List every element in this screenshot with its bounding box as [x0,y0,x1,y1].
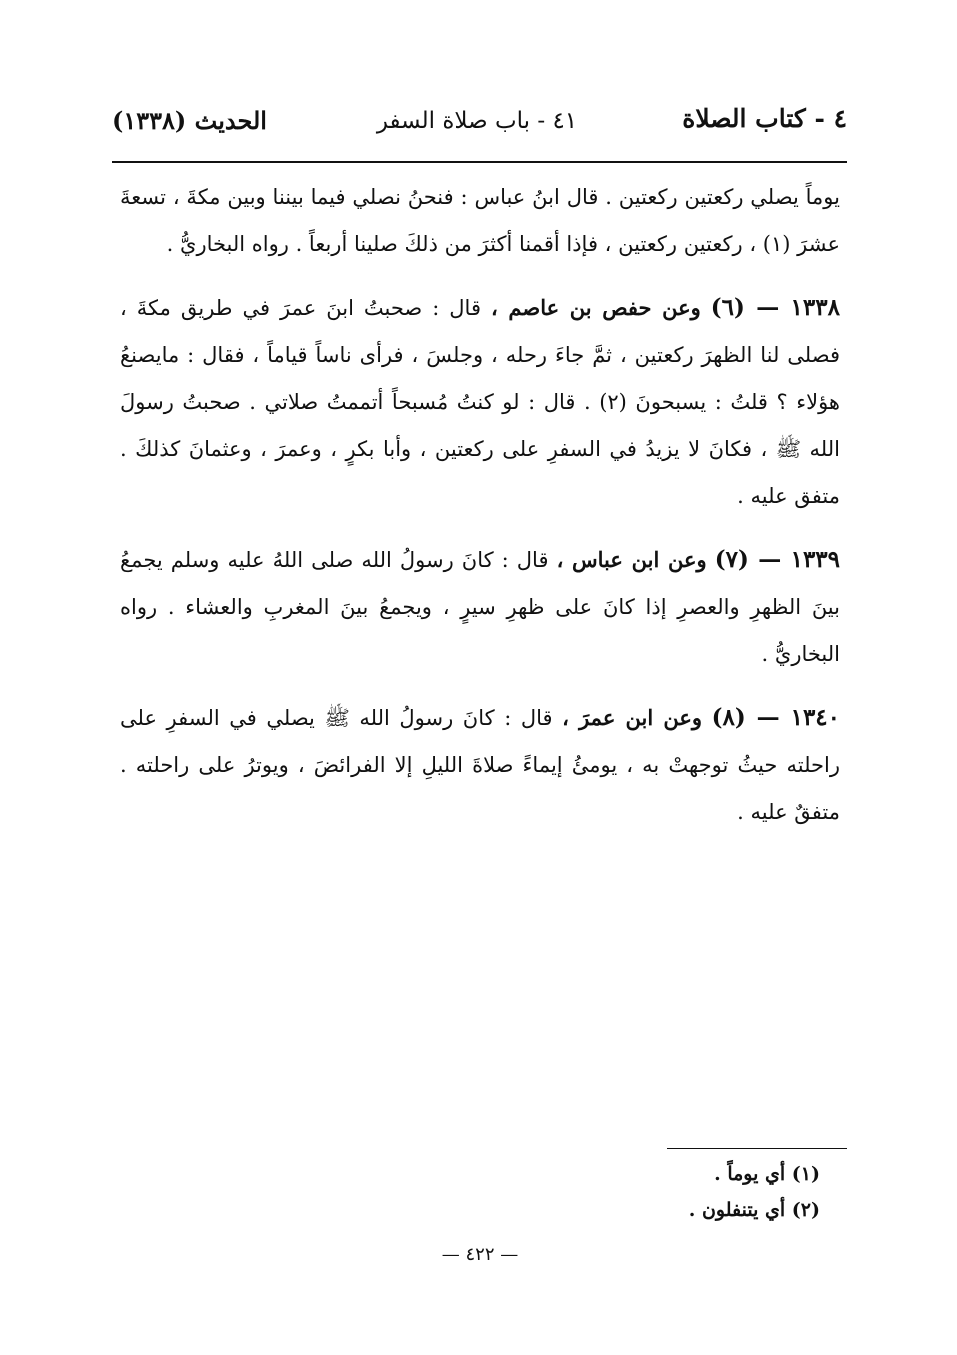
footnote-1: (١) أي يوماً . [714,1163,820,1185]
hadith-narrator: وعن ابن عمرَ ، [562,705,703,730]
footnote-divider [667,1148,847,1149]
paragraph-text: قال : صحبتُ ابنَ عمرَ في طريق مكةَ ، فصلى لنا الظهرَ ركعتين ، ثمَّ جاءَ رحله ، وجلسَ ، فرأى ناساً قياماً ، فقال : مايصنعُ هؤلاء ؟ قلتُ : يسبحونَ (٢) . قال : لو كنتُ مُسبحاً أتممتُ صلاتي . صحبتُ رسولَ الله ﷺ ، فكانَ لا يزيدُ في السفرِ على ركعتين ، وأبا بكرٍ ، وعمرَ ، وعثمانَ كذلكَ . متفق عليه . [120,296,840,508]
paragraph-continuation [120,174,840,268]
hadith-number: ١٣٣٩ — (٧) [714,546,841,573]
hadith-paragraph [120,694,840,836]
header-divider [112,161,847,163]
hadith-number: ١٣٣٨ — (٦) [710,294,840,321]
hadith-narrator: وعن حفص بن عاصم ، [490,295,701,320]
page-number: — ٤٢٢ — [441,1244,519,1265]
hadith-number: ١٣٤٠ — (٨) [711,704,841,731]
paragraph-text: يوماً يصلي ركعتين ركعتين . قال ابنُ عباس : فنحنُ نصلي فيما بيننا وبين مكةَ ، تسعةَ عشرَ (١) ، ركعتين ركعتين ، فإذا أقمنا أكثرَ من ذلكَ صلينا أربعاً . رواه البخاريُّ . [120,185,840,256]
running-header [112,104,847,148]
chapter-title: ٤١ - باب صلاة السفر [376,108,578,134]
footnote-2: (٢) أي يتنفلون . [688,1199,820,1221]
hadith-range: الحديث (١٣٣٨) [112,106,267,135]
hadith-paragraph [120,536,840,678]
paragraph-text: قال : كانَ رسولُ الله ﷺ يصلي في السفرِ على راحلته حيثُ توجهتْ به ، يومئُ إيماءً صلاةَ الليلِ إلا الفرائضَ ، ويوترُ على راحلته . متفقٌ عليه . [120,706,840,824]
hadith-paragraph [120,284,840,520]
paragraph-text: قال : كانَ رسولُ الله صلى اللهُ عليه وسلم يجمعُ بينَ الظهرِ والعصرِ إذا كانَ على ظهرِ سيرٍ ، ويجمعُ بينَ المغربِ والعشاء . رواه البخاريُّ . [120,548,840,666]
main-text [120,174,840,836]
book-title: ٤ - كتاب الصلاة [682,104,847,133]
hadith-narrator: وعن ابن عباس ، [556,547,707,572]
footnotes [560,1156,820,1228]
